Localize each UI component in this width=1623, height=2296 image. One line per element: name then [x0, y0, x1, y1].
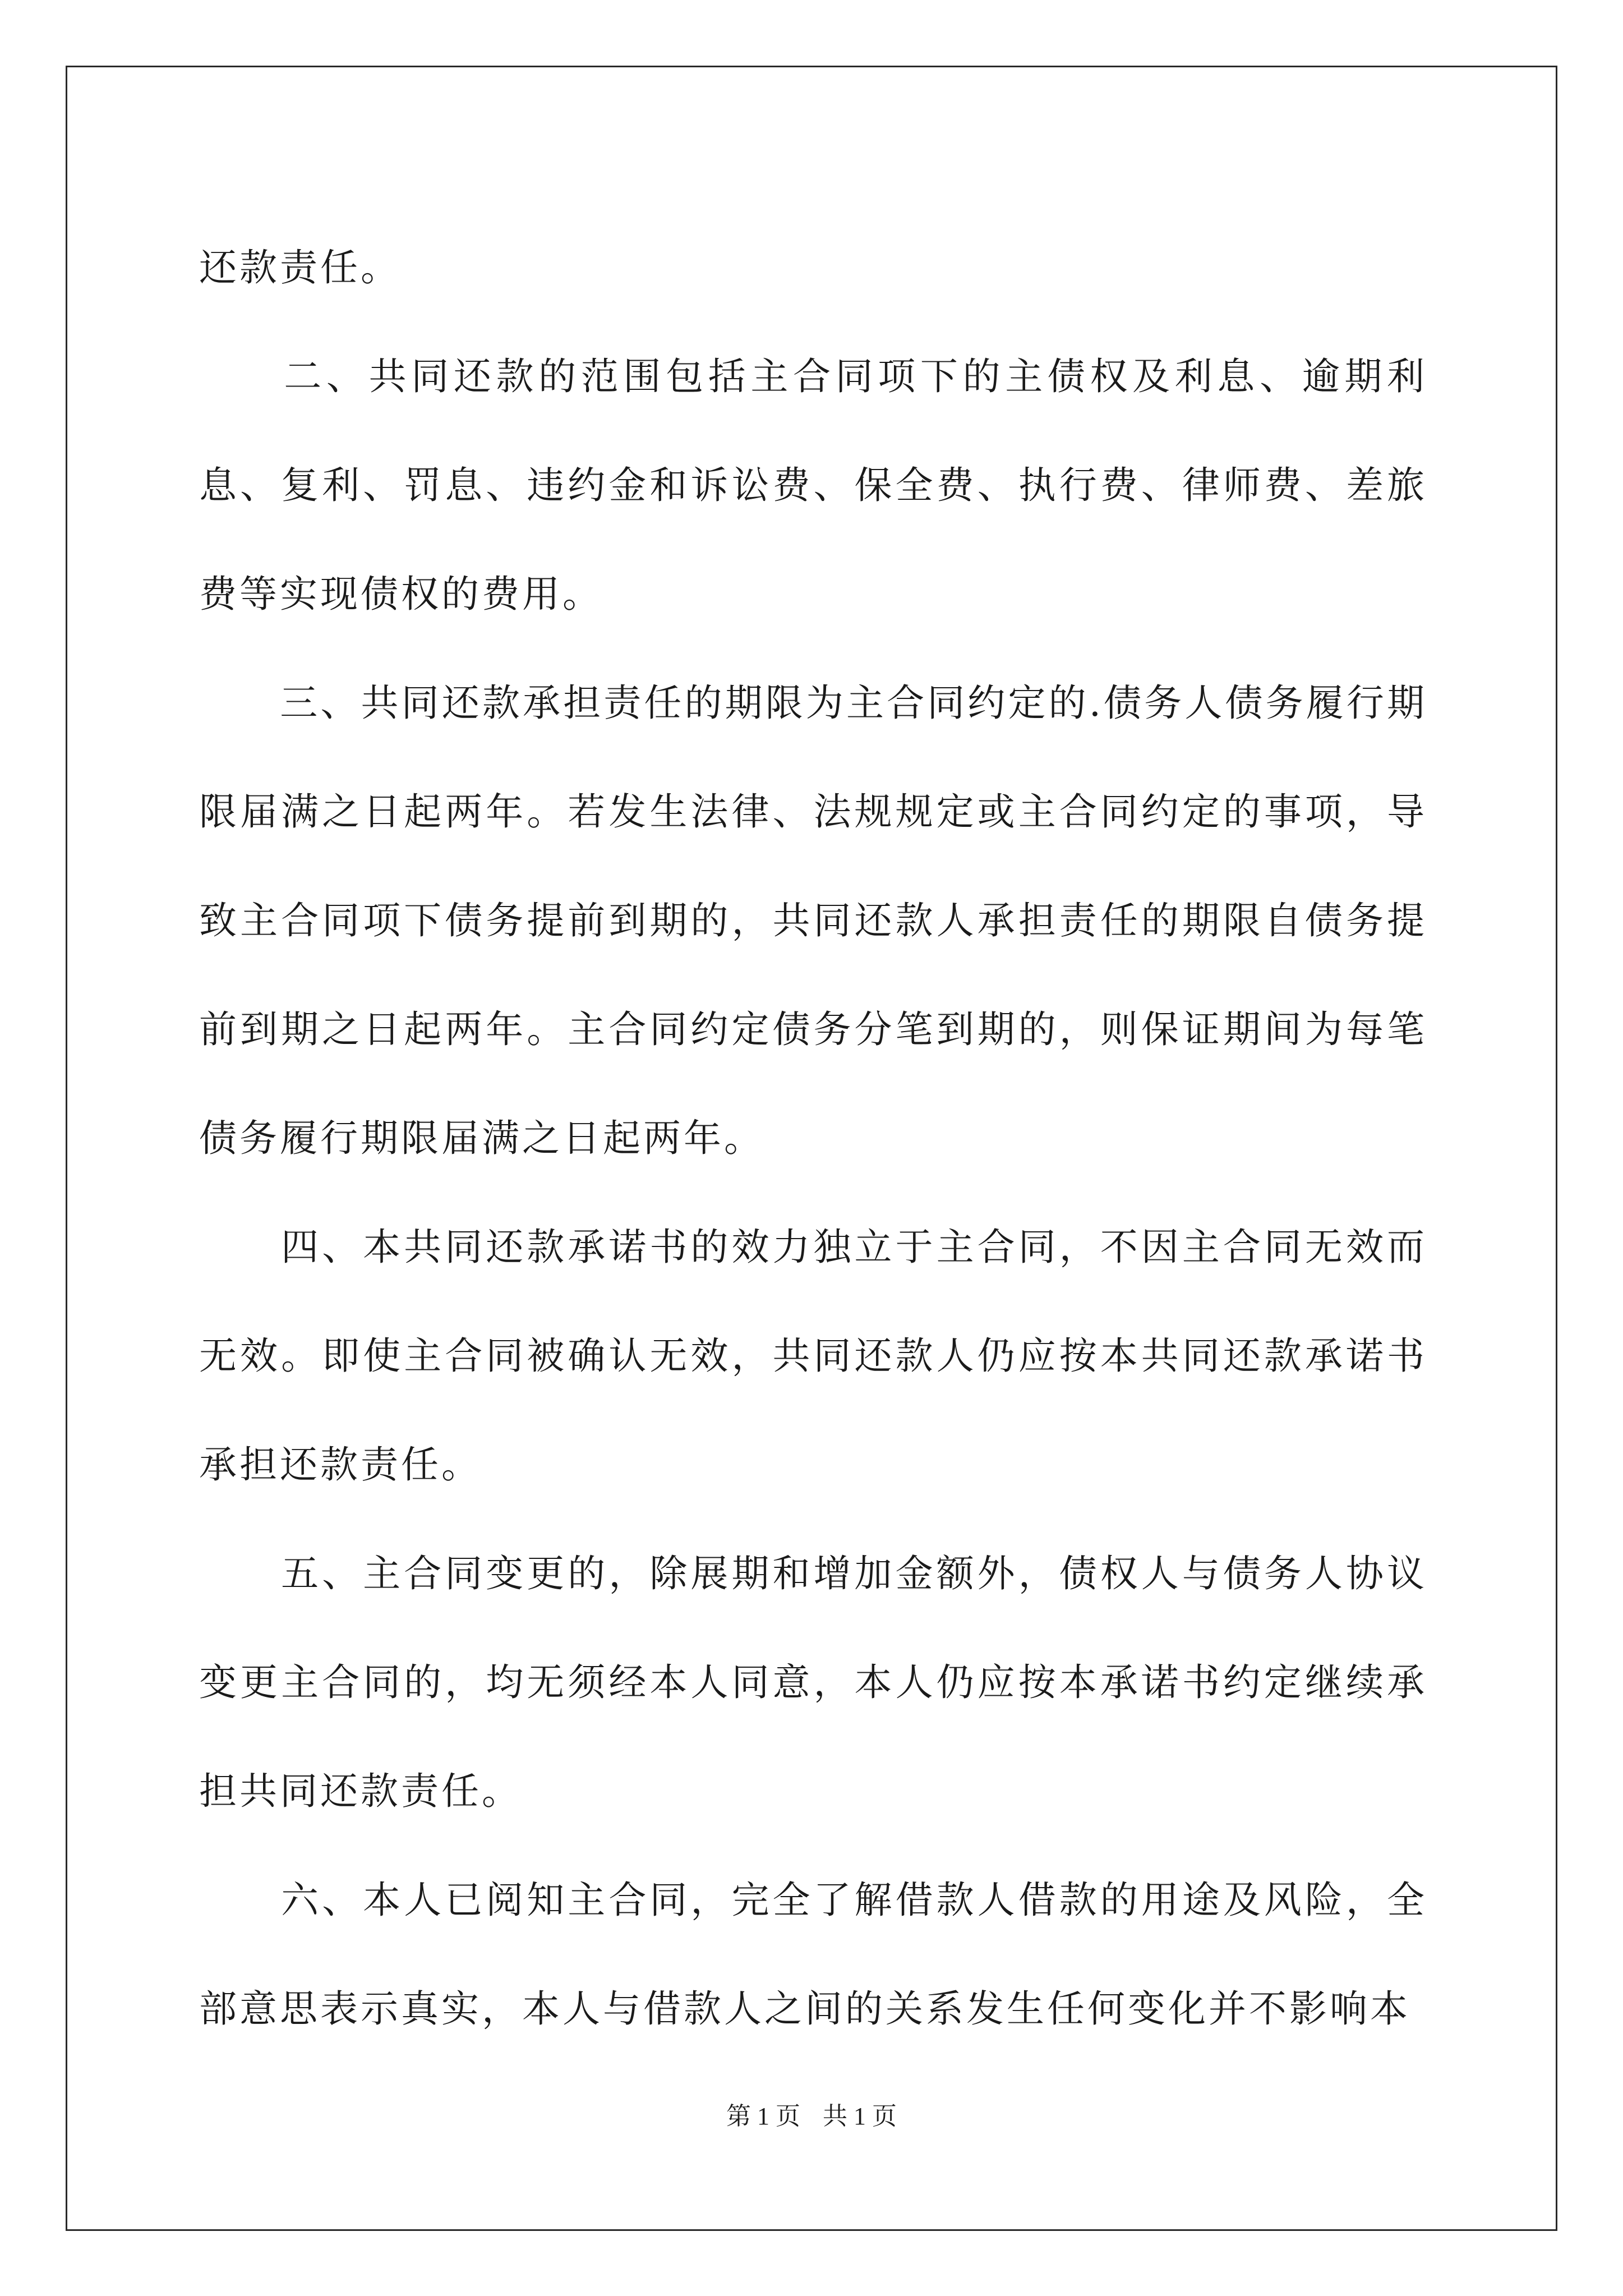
page-footer: [0, 2096, 1623, 2132]
paragraph-clause-4: 四、本共同还款承诺书的效力独立于主合同，不因主合同无效而无效。即使主合同被确认无效，共同还款人仍应按本共同还款承诺书承担还款责任。: [199, 1225, 1427, 1487]
paragraph-clause-6: 六、本人已阅知主合同，完全了解借款人借款的用途及风险，全部意思表示真实，本人与借款人之间的关系发生任何变化并不影响本: [199, 1878, 1427, 2031]
paragraph-continuation: 还款责任。: [199, 246, 401, 289]
paragraph-clause-5: 五、主合同变更的，除展期和增加金额外，债权人与债务人协议变更主合同的，均无须经本人同意，本人仍应按本承诺书约定继续承担共同还款责任。: [199, 1552, 1427, 1813]
document-body: [199, 213, 1427, 2063]
page-number: 第 1 页: [726, 2102, 800, 2130]
paragraph-clause-2: 二、共同还款的范围包括主合同项下的主债权及利息、逾期利息、复利、罚息、违约金和诉讼费、保全费、执行费、律师费、差旅费等实现债权的费用。: [199, 355, 1427, 616]
page-total: 共 1 页: [823, 2102, 897, 2130]
paragraph-clause-3: 三、共同还款承担责任的期限为主合同约定的.债务人债务履行期限届满之日起两年。若发生法律、法规规定或主合同约定的事项，导致主合同项下债务提前到期的，共同还款人承担责任的期限自债务提前到期之日起两年。主合同约定债务分笔到期的，则保证期间为每笔债务履行期限届满之日起两年。: [199, 681, 1427, 1160]
